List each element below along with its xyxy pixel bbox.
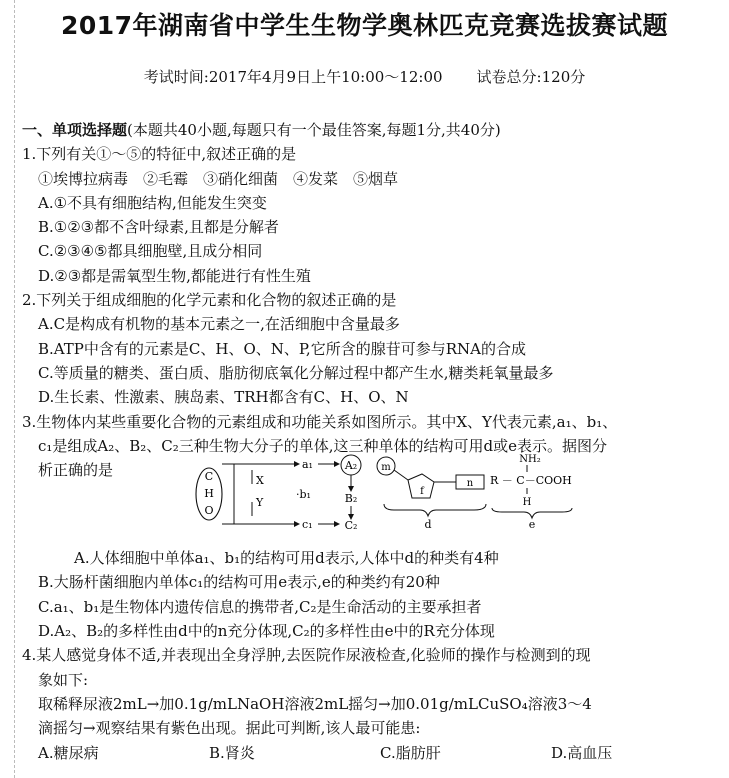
q4-stem-line2: 象如下: xyxy=(38,670,89,689)
q4-procedure-line2: 滴摇匀→观察结果有紫色出现。据此可判断,该人最可能患: xyxy=(38,719,421,738)
q2-option-a: A.C是构成有机物的基本元素之一,在活细胞中含量最多 xyxy=(38,315,400,334)
label-e: e xyxy=(528,518,536,532)
arrowhead-c1 xyxy=(294,521,300,527)
label-r-line: R － C－COOH xyxy=(490,474,572,488)
q4-option-d: D.高血压 xyxy=(551,743,613,762)
q3-option-d: D.A₂、B₂的多样性由d中的n充分体现,C₂的多样性由e中的R充分体现 xyxy=(38,622,495,641)
q1-option-d: D.②③都是需氧型生物,都能进行有性生殖 xyxy=(38,266,311,285)
q4-stem-line1: 4.某人感觉身体不适,并表现出全身浮肿,去医院作尿液检查,化验师的操作与检测到的现 xyxy=(22,646,591,665)
exam-time: 考试时间:2017年4月9日上午10:00～12:00 xyxy=(143,68,443,86)
section-note: (本题共40小题,每题只有一个最佳答案,每题1分,共40分) xyxy=(127,121,501,139)
q1-stem: 1.下列有关①～⑤的特征中,叙述正确的是 xyxy=(22,145,297,164)
label-x: X xyxy=(256,474,264,488)
total-score: 试卷总分:120分 xyxy=(476,68,586,86)
q1-items: ①埃博拉病毒 ②毛霉 ③硝化细菌 ④发菜 ⑤烟草 xyxy=(38,169,399,188)
q4-option-c: C.脂肪肝 xyxy=(380,743,441,762)
arrowhead-a2 xyxy=(334,461,340,467)
q1-option-a: A.①不具有细胞结构,但能发生突变 xyxy=(38,193,267,212)
exam-title: 2017年湖南省中学生生物学奥林匹克竞赛选拔赛试题 xyxy=(60,11,669,40)
q4-options xyxy=(22,741,722,765)
q2-stem: 2.下列关于组成细胞的化学元素和化合物的叙述正确的是 xyxy=(22,291,397,310)
element-o: O xyxy=(204,504,214,518)
label-c2: C₂ xyxy=(344,519,358,533)
bond-m-f xyxy=(394,470,408,480)
label-m: m xyxy=(381,462,391,474)
label-c1: c₁ xyxy=(302,518,313,532)
label-a2: A₂ xyxy=(344,459,358,473)
q4-option-b: B.肾炎 xyxy=(209,743,255,762)
label-a1: a₁ xyxy=(302,458,313,472)
q2-option-c: C.等质量的糖类、蛋白质、脂肪彻底氧化分解过程中都产生水,糖类耗氧量最多 xyxy=(38,363,554,382)
q3-stem-line2: c₁是组成A₂、B₂、C₂三种生物大分子的单体,这三种单体的结构可用d或e表示。据图分 xyxy=(38,436,608,455)
d-brace xyxy=(384,504,486,516)
label-n: n xyxy=(466,478,474,490)
q4-option-a: A.糖尿病 xyxy=(38,743,99,762)
element-h: H xyxy=(204,487,214,501)
binding-margin xyxy=(0,0,15,778)
label-b1: ·b₁ xyxy=(296,488,311,502)
label-d: d xyxy=(424,518,432,532)
q1-option-c: C.②③④⑤都具细胞壁,且成分相同 xyxy=(38,242,263,261)
section-heading xyxy=(22,118,722,142)
questions xyxy=(22,118,722,765)
q3-stem-line3: 析正确的是 xyxy=(38,461,114,480)
arrowhead-c2 xyxy=(334,521,340,527)
exam-meta xyxy=(0,66,729,87)
label-b2: B₂ xyxy=(344,492,358,506)
q3-option-a: A.人体细胞中单体a₁、b₁的结构可用d表示,人体中d的种类有4种 xyxy=(74,549,499,568)
q3-option-c: C.a₁、b₁是生物体内遗传信息的携带者,C₂是生命活动的主要承担者 xyxy=(38,597,482,616)
label-f: f xyxy=(420,486,424,498)
q3-stem-line1: 3.生物体内某些重要化合物的元素组成和功能关系如图所示。其中X、Y代表元素,a₁、b₁、 xyxy=(22,412,618,431)
q2-option-d: D.生长素、性激素、胰岛素、TRH都含有C、H、O、N xyxy=(38,388,409,407)
arrowhead-a1 xyxy=(294,461,300,467)
e-brace xyxy=(492,508,572,518)
q4-procedure-line1: 取稀释尿液2mL→加0.1g/mLNaOH溶液2mL摇匀→加0.01g/mLCuSO₄溶液3～4 xyxy=(38,694,592,713)
label-nh2: NH₂ xyxy=(519,454,541,466)
q2-option-b: B.ATP中含有的元素是C、H、O、N、P,它所含的腺苷可参与RNA的合成 xyxy=(38,339,526,358)
label-y: Y xyxy=(256,496,264,510)
q3-option-b: B.大肠杆菌细胞内单体c₁的结构可用e表示,e的种类约有20种 xyxy=(38,573,440,592)
q3-compound-diagram xyxy=(194,450,584,542)
label-h: H xyxy=(522,497,532,509)
q1-option-b: B.①②③都不含叶绿素,且都是分解者 xyxy=(38,218,279,237)
section-title: 一、单项选择题 xyxy=(22,121,128,139)
element-c: C xyxy=(204,470,214,484)
q3-diagram-row xyxy=(22,454,722,546)
